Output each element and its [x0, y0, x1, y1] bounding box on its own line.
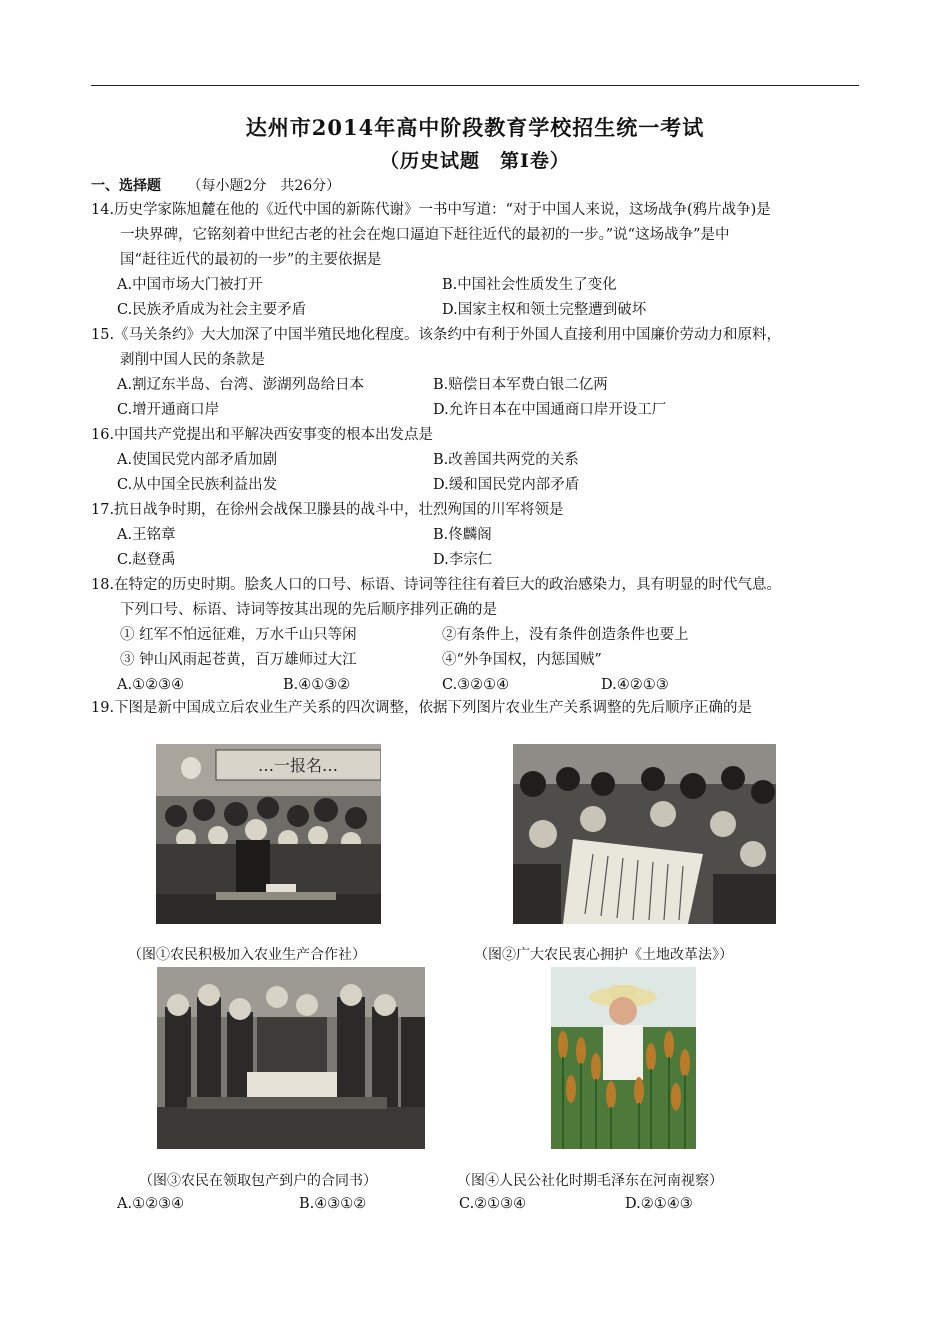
q18-item-3: ③ 钟山风雨起苍黄，百万雄师过大江: [120, 652, 357, 668]
q18-option-d[interactable]: D.④②①③: [601, 677, 669, 693]
crop-field-photo: [551, 967, 696, 1149]
q14-stem-line-2: 一块界碑，它铭刻着中世纪古老的社会在炮口逼迫下赶往近代的最初的一步。”说“这场战争”是中: [120, 227, 730, 243]
q18-option-c[interactable]: C.③②①④: [442, 677, 510, 693]
q16-option-c[interactable]: C.从中国全民族利益出发: [117, 477, 278, 493]
q16-option-d[interactable]: D.缓和国民党内部矛盾: [433, 477, 580, 493]
q15-option-c[interactable]: C.增开通商口岸: [117, 402, 220, 418]
contract-photo: [157, 967, 425, 1149]
q16-option-a[interactable]: A.使国民党内部矛盾加剧: [117, 452, 278, 468]
q17-option-d[interactable]: D.李宗仁: [433, 552, 493, 568]
q15-option-d[interactable]: D.允许日本在中国通商口岸开设工厂: [433, 402, 667, 418]
land-reform-photo: [513, 744, 776, 924]
q15-stem-line-2: 剥削中国人民的条款是: [120, 352, 265, 368]
q17-stem-line-1: 17.抗日战争时期，在徐州会战保卫滕县的战斗中，壮烈殉国的川军将领是: [91, 502, 564, 518]
figure-3-caption: （图③农民在领取包产到户的合同书）: [139, 1173, 377, 1189]
q14-option-d[interactable]: D.国家主权和领土完整遭到破坏: [442, 302, 647, 318]
q17-option-b[interactable]: B.佟麟阁: [433, 527, 492, 543]
q18-item-2: ②有条件上，没有条件创造条件也要上: [442, 627, 689, 643]
top-rule: [91, 85, 859, 86]
q18-item-1: ① 红军不怕远征难，万水千山只等闲: [120, 627, 357, 643]
figure-1-caption: （图①农民积极加入农业生产合作社）: [128, 947, 366, 963]
q18-stem-line-1: 18.在特定的历史时期。脍炙人口的口号、标语、诗词等往往有着巨大的政治感染力，具有明显的时代气息。: [91, 577, 782, 593]
q19-option-d[interactable]: D.②①④③: [625, 1196, 693, 1212]
q18-stem-line-2: 下列口号、标语、诗词等按其出现的先后顺序排列正确的是: [120, 602, 497, 618]
q14-stem-line-3: 国“赶往近代的最初的一步”的主要依据是: [120, 252, 382, 268]
figure-4-caption: （图④人民公社化时期毛泽东在河南视察）: [457, 1173, 723, 1189]
section-note: （每小题2分 共26分）: [187, 178, 341, 194]
q19-option-a[interactable]: A.①②③④: [117, 1196, 185, 1212]
q18-option-a[interactable]: A.①②③④: [117, 677, 185, 693]
figure-2-caption: （图②广大农民衷心拥护《土地改革法》）: [474, 947, 733, 963]
q15-option-a[interactable]: A.割辽东半岛、台湾、澎湖列岛给日本: [117, 377, 365, 393]
cooperative-photo: [156, 744, 381, 924]
q17-option-c[interactable]: C.赵登禹: [117, 552, 176, 568]
q15-option-b[interactable]: B.赔偿日本军费白银二亿两: [433, 377, 608, 393]
section-label: 一、选择题: [91, 178, 161, 194]
q18-item-4: ④“外争国权，内惩国贼”: [442, 652, 602, 668]
page-title: 达州市2014年高中阶段教育学校招生统一考试: [245, 115, 705, 140]
q14-stem-line-1: 14.历史学家陈旭麓在他的《近代中国的新陈代谢》一书中写道：“对于中国人来说，这场战争(鸦片战争)是: [91, 202, 771, 218]
cooperative-sign-text: …一报名…: [257, 756, 339, 775]
q19-stem-line-1: 19.下图是新中国成立后农业生产关系的四次调整，依据下列图片农业生产关系调整的先后顺序正确的是: [91, 700, 753, 716]
q14-option-c[interactable]: C.民族矛盾成为社会主要矛盾: [117, 302, 307, 318]
q18-option-b[interactable]: B.④①③②: [283, 677, 351, 693]
q17-option-a[interactable]: A.王铭章: [117, 527, 176, 543]
q14-option-a[interactable]: A.中国市场大门被打开: [117, 277, 263, 293]
q15-stem-line-1: 15.《马关条约》大大加深了中国半殖民地化程度。该条约中有利于外国人直接利用中国廉价劳动力和原料，: [91, 327, 782, 343]
page-subtitle: （历史试题 第Ⅰ卷）: [380, 150, 570, 172]
q16-stem-line-1: 16.中国共产党提出和平解决西安事变的根本出发点是: [91, 427, 434, 443]
q16-option-b[interactable]: B.改善国共两党的关系: [433, 452, 579, 468]
section-heading: [91, 175, 340, 195]
q19-option-b[interactable]: B.④③①②: [299, 1196, 367, 1212]
q14-option-b[interactable]: B.中国社会性质发生了变化: [442, 277, 617, 293]
q19-option-c[interactable]: C.②①③④: [459, 1196, 527, 1212]
